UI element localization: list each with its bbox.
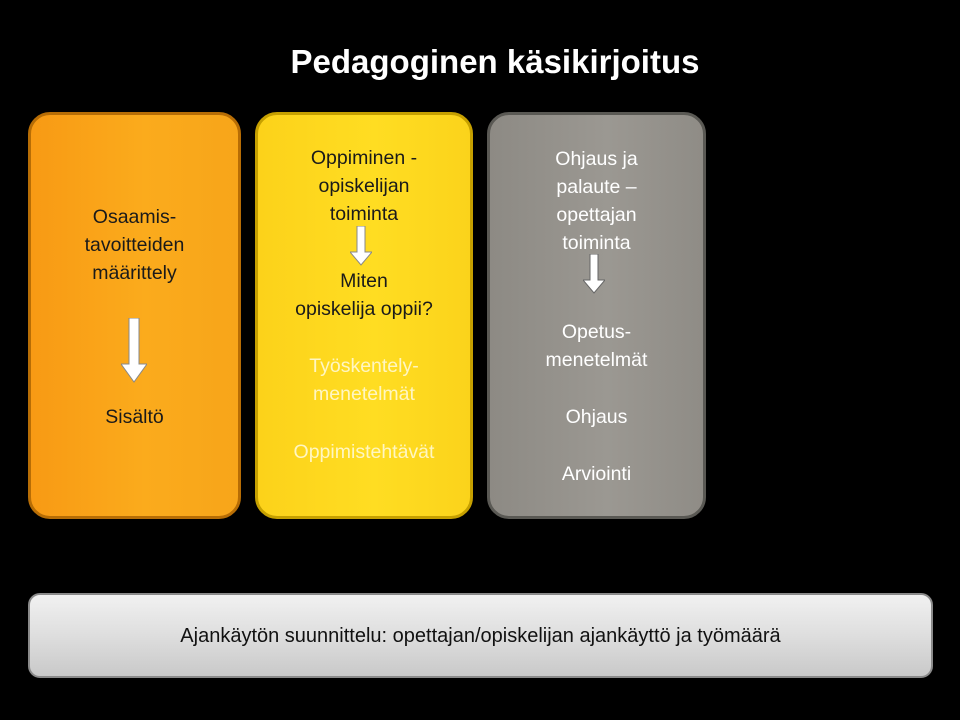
gray-middle-text: Opetus- menetelmät [545, 321, 648, 371]
yellow-text-3: Työskentely- menetelmät [309, 355, 419, 405]
page-title: Pedagoginen käsikirjoitus [290, 43, 700, 80]
time-planning-text: Ajankäytön suunnittelu: opettajan/opiskelijan ajankäyttö ja työmäärä [180, 625, 781, 647]
yellow-middle-text: Miten opiskelija oppii? [295, 270, 433, 320]
down-arrow-icon [350, 226, 372, 266]
orange-bottom-text: Sisältö [105, 406, 164, 428]
gray-text-3: Ohjaus [565, 406, 628, 428]
yellow-text-4: Oppimistehtävät [293, 441, 435, 463]
down-arrow-icon [583, 254, 605, 294]
orange-column-box [28, 112, 241, 519]
gray-top-text: Ohjaus ja palaute – opettajan toiminta [555, 148, 638, 254]
down-arrow-icon [121, 318, 147, 384]
gray-text-4: Arviointi [561, 463, 632, 485]
orange-top-text: Osaamis- tavoitteiden määrittely [84, 206, 185, 284]
yellow-top-text: Oppiminen - opiskelijan toiminta [310, 147, 418, 225]
